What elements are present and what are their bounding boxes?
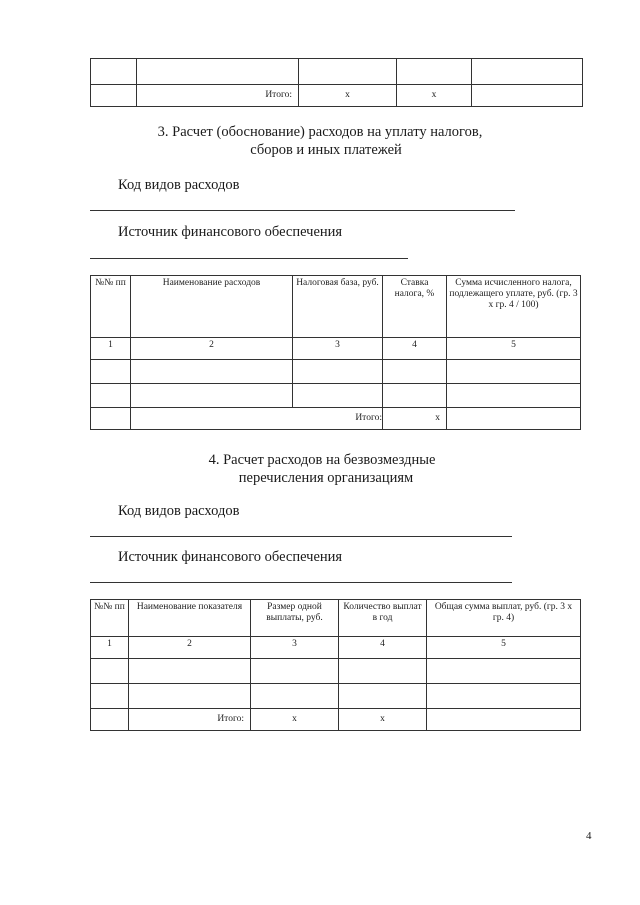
table-cell bbox=[427, 709, 581, 731]
s3-colnum-2: 2 bbox=[131, 338, 293, 360]
s3-total-label-wrap bbox=[131, 408, 383, 430]
s3-colnum-1: 1 bbox=[91, 338, 131, 360]
s3-header-name: Наименование расходов bbox=[131, 276, 293, 338]
s4-header-name: Наименование показателя bbox=[129, 600, 251, 637]
table-cell bbox=[131, 360, 293, 384]
table-cell bbox=[91, 684, 129, 709]
section3-source-rule bbox=[90, 258, 408, 259]
table-cell bbox=[293, 384, 383, 408]
table-cell bbox=[91, 384, 131, 408]
top-total-x2: x bbox=[397, 85, 472, 107]
table-cell bbox=[129, 659, 251, 684]
section3-source-label: Источник финансового обеспечения bbox=[118, 224, 343, 240]
section3-code-label: Код видов расходов bbox=[118, 177, 240, 193]
s4-total-x1: x bbox=[251, 709, 339, 731]
s3-colnum-4: 4 bbox=[383, 338, 447, 360]
top-table bbox=[90, 58, 583, 107]
table-cell bbox=[91, 360, 131, 384]
s3-colnum-3: 3 bbox=[293, 338, 383, 360]
section4-heading-line1: 4. Расчет расходов на безвозмездные bbox=[208, 452, 436, 468]
s3-total-label: Итого: bbox=[355, 413, 382, 423]
table-cell bbox=[383, 384, 447, 408]
section4-table bbox=[90, 599, 581, 731]
s4-colnum-4: 4 bbox=[339, 637, 427, 659]
section4-source-rule bbox=[90, 582, 512, 583]
top-cell bbox=[472, 59, 583, 85]
table-cell bbox=[339, 659, 427, 684]
s4-colnum-2: 2 bbox=[129, 637, 251, 659]
s3-total-x: x bbox=[383, 408, 447, 430]
section4-code-label: Код видов расходов bbox=[118, 503, 240, 519]
s3-header-num: №№ пп bbox=[91, 276, 131, 338]
top-cell bbox=[137, 59, 299, 85]
section3-code-rule bbox=[90, 210, 515, 211]
section3-heading-line1: 3. Расчет (обоснование) расходов на уплату налогов, bbox=[157, 124, 483, 140]
table-cell bbox=[131, 384, 293, 408]
table-cell bbox=[293, 360, 383, 384]
top-cell bbox=[91, 59, 137, 85]
s4-total-x2: x bbox=[339, 709, 427, 731]
s4-header-payment: Размер одной выплаты, руб. bbox=[251, 600, 339, 637]
top-cell bbox=[299, 59, 397, 85]
table-cell bbox=[427, 684, 581, 709]
section4-source-label: Источник финансового обеспечения bbox=[118, 549, 343, 565]
s3-header-rate: Ставка налога, % bbox=[383, 276, 447, 338]
table-cell bbox=[383, 360, 447, 384]
table-cell bbox=[447, 408, 581, 430]
top-total-x1: x bbox=[299, 85, 397, 107]
s3-header-sum: Сумма исчисленного налога, подлежащего уплате, руб. (гр. 3 х гр. 4 / 100) bbox=[447, 276, 581, 338]
s4-total-label: Итого: bbox=[129, 709, 251, 731]
table-cell bbox=[447, 360, 581, 384]
page-number: 4 bbox=[586, 830, 592, 842]
section4-code-rule bbox=[90, 536, 512, 537]
s3-colnum-5: 5 bbox=[447, 338, 581, 360]
s4-colnum-3: 3 bbox=[251, 637, 339, 659]
table-cell bbox=[129, 684, 251, 709]
table-cell bbox=[447, 384, 581, 408]
s3-header-base: Налоговая база, руб. bbox=[293, 276, 383, 338]
s4-header-count: Количество выплат в год bbox=[339, 600, 427, 637]
top-cell bbox=[472, 85, 583, 107]
table-cell bbox=[91, 659, 129, 684]
table-cell bbox=[251, 659, 339, 684]
table-cell bbox=[427, 659, 581, 684]
s4-header-num: №№ пп bbox=[91, 600, 129, 637]
table-cell bbox=[91, 408, 131, 430]
table-cell bbox=[91, 709, 129, 731]
s4-colnum-5: 5 bbox=[427, 637, 581, 659]
s4-header-total: Общая сумма выплат, руб. (гр. 3 х гр. 4) bbox=[427, 600, 581, 637]
top-total-label: Итого: bbox=[137, 85, 299, 107]
top-cell bbox=[91, 85, 137, 107]
section3-heading-line2: сборов и иных платежей bbox=[250, 142, 402, 158]
section4-heading-line2: перечисления организациям bbox=[238, 470, 414, 486]
section3-table bbox=[90, 275, 581, 430]
table-cell bbox=[339, 684, 427, 709]
top-cell bbox=[397, 59, 472, 85]
table-cell bbox=[251, 684, 339, 709]
s4-colnum-1: 1 bbox=[91, 637, 129, 659]
